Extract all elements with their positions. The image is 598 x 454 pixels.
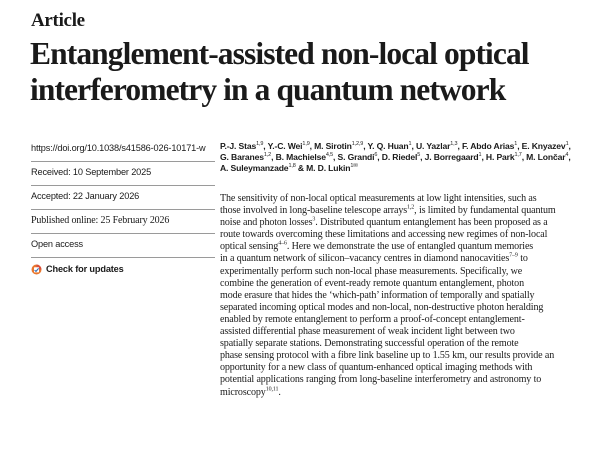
abstract-line bbox=[220, 229, 592, 241]
check-for-updates-icon bbox=[31, 264, 42, 275]
author-affiliation-marker: 1 bbox=[478, 152, 482, 159]
article-metadata bbox=[31, 134, 215, 280]
abstract-text: potential applications ranging from long-baseline interferometry and astronomy to bbox=[220, 374, 542, 386]
author-line bbox=[220, 141, 592, 152]
abstract-line bbox=[220, 374, 592, 386]
abstract-text: assisted differential phase measurement of weak incident light between two bbox=[220, 326, 515, 338]
abstract-text: in a quantum network of silicon–vacancy centres in diamond nanocavities bbox=[220, 253, 510, 265]
author-name[interactable]: , J. Borregaard bbox=[420, 151, 479, 162]
reference-citation[interactable]: 7–9 bbox=[509, 253, 518, 260]
abstract-line bbox=[220, 193, 592, 205]
author-name[interactable]: , Y.-C. Wei bbox=[263, 141, 303, 151]
author-affiliation-marker: 1 bbox=[408, 141, 412, 148]
abstract-text: mode erasure that hides the ‘which-path’ information of temporally and spatially bbox=[220, 289, 535, 301]
author-name[interactable]: , bbox=[568, 151, 571, 162]
author-name[interactable]: , U. Yazlar bbox=[411, 141, 451, 151]
author-affiliation-marker: 1 bbox=[565, 141, 569, 148]
abstract-text: optical sensing bbox=[220, 241, 279, 253]
author-affiliation-marker: 1,9 bbox=[302, 141, 310, 148]
abstract-line bbox=[220, 387, 592, 399]
abstract-line bbox=[220, 350, 592, 362]
abstract-text: those involved in long-baseline telescope arrays bbox=[220, 205, 408, 217]
author-affiliation-marker: 1,8 bbox=[288, 162, 296, 169]
abstract-line bbox=[220, 302, 592, 314]
abstract-text: spatially separate stations. Demonstrating successful operation of the remote bbox=[220, 338, 519, 350]
abstract-text: to bbox=[517, 253, 528, 265]
abstract-text: experimentally perform such non-local phase measurements. Specifically, we bbox=[220, 265, 523, 277]
reference-citation[interactable]: 1,2 bbox=[407, 204, 415, 211]
abstract-line bbox=[220, 314, 592, 326]
published-date: Published online: 25 February 2026 bbox=[31, 209, 215, 229]
check-for-updates-label: Check for updates bbox=[46, 264, 124, 274]
abstract-line bbox=[220, 326, 592, 338]
received-date: Received: 10 September 2025 bbox=[31, 161, 215, 181]
abstract-text: route towards overcoming these limitations and accessing new regimes of non-local bbox=[220, 229, 548, 241]
article-title-line: interferometry in a quantum network bbox=[30, 72, 506, 107]
reference-citation[interactable]: 3 bbox=[312, 216, 316, 223]
author-name[interactable]: , M. Sirotin bbox=[309, 141, 352, 151]
author-name[interactable]: G. Baranes bbox=[220, 151, 264, 162]
article-title-line: Entanglement-assisted non-local optical bbox=[30, 36, 529, 71]
author-affiliation-marker: 6 bbox=[374, 152, 378, 159]
doi-link[interactable]: https://doi.org/10.1038/s41586-026-10171-w bbox=[31, 143, 206, 153]
abstract-text: opportunity for a new class of quantum-enhanced optical imaging methods with bbox=[220, 362, 533, 374]
author-affiliation-marker: 1 bbox=[514, 141, 518, 148]
author-line bbox=[220, 152, 592, 163]
author-affiliation-marker: 1,2 bbox=[263, 152, 272, 159]
abstract-line bbox=[220, 205, 592, 217]
author-name[interactable]: , bbox=[568, 141, 571, 151]
abstract-line bbox=[220, 338, 592, 350]
author-name[interactable]: , E. Knyazev bbox=[517, 141, 566, 151]
reference-citation[interactable]: 4–6 bbox=[278, 241, 287, 248]
abstract-line bbox=[220, 241, 592, 253]
abstract-text: . bbox=[278, 386, 281, 398]
author-affiliation-marker: 4,5 bbox=[325, 152, 334, 159]
abstract-line bbox=[220, 278, 592, 290]
author-affiliation-marker: 1,3 bbox=[450, 141, 458, 148]
abstract-text: combine the generation of event-ready remote quantum entanglement, photon bbox=[220, 277, 524, 289]
author-name[interactable]: A. Suleymanzade bbox=[220, 162, 289, 173]
abstract-text: , is limited by fundamental quantum bbox=[414, 205, 556, 217]
author-name[interactable]: , F. Abdo Arias bbox=[457, 141, 515, 151]
accepted-date: Accepted: 22 January 2026 bbox=[31, 185, 215, 205]
abstract-line bbox=[220, 253, 592, 265]
author-name[interactable]: , D. Riedel bbox=[377, 151, 418, 162]
author-affiliation-marker: 5 bbox=[417, 152, 421, 159]
author-name[interactable]: , Y. Q. Huan bbox=[363, 141, 409, 151]
section-label: Article bbox=[31, 10, 85, 31]
abstract-text: enabled by remote entanglement to perform a proof-of-concept entanglement- bbox=[220, 313, 525, 325]
reference-citation[interactable]: 10,11 bbox=[265, 386, 279, 393]
abstract-line bbox=[220, 217, 592, 229]
author-affiliation-marker: 4 bbox=[565, 152, 569, 159]
abstract bbox=[220, 193, 592, 399]
abstract-text: phase sensing protocol with a fibre link baseline up to 1.55 km, our results provide an bbox=[220, 350, 555, 362]
author-affiliation-marker: 1✉ bbox=[350, 162, 358, 169]
author-line bbox=[220, 163, 592, 174]
abstract-text: microscopy bbox=[220, 386, 266, 398]
abstract-text: noise and photon losses bbox=[220, 217, 313, 229]
open-access-label: Open access bbox=[31, 233, 215, 253]
author-name[interactable]: P.-J. Stas bbox=[220, 141, 257, 151]
author-name[interactable]: & M. D. Lukin bbox=[295, 162, 351, 173]
article-title bbox=[30, 36, 590, 108]
author-name[interactable]: , M. Lončar bbox=[521, 151, 566, 162]
abstract-text: . Distributed quantum entanglement has been proposed as a bbox=[315, 217, 548, 229]
abstract-line bbox=[220, 290, 592, 302]
author-name[interactable]: , S. Grandi bbox=[333, 151, 375, 162]
author-affiliation-marker: 1,9 bbox=[256, 141, 264, 148]
author-affiliation-marker: 1,2,9 bbox=[351, 141, 364, 148]
author-affiliation-marker: 1,7 bbox=[514, 152, 522, 159]
check-for-updates-button[interactable] bbox=[31, 257, 215, 276]
author-list bbox=[220, 141, 592, 174]
abstract-line bbox=[220, 266, 592, 278]
abstract-text: separated incoming optical modes and non-local, non-destructive photon heralding bbox=[220, 301, 544, 313]
abstract-line bbox=[220, 362, 592, 374]
abstract-text: . Here we demonstrate the use of entangled quantum memories bbox=[286, 241, 534, 253]
abstract-text: The sensitivity of non-local optical measurements at low light intensities, such as bbox=[220, 193, 537, 204]
author-name[interactable]: , B. Machielse bbox=[271, 151, 326, 162]
author-name[interactable]: , H. Park bbox=[481, 151, 515, 162]
